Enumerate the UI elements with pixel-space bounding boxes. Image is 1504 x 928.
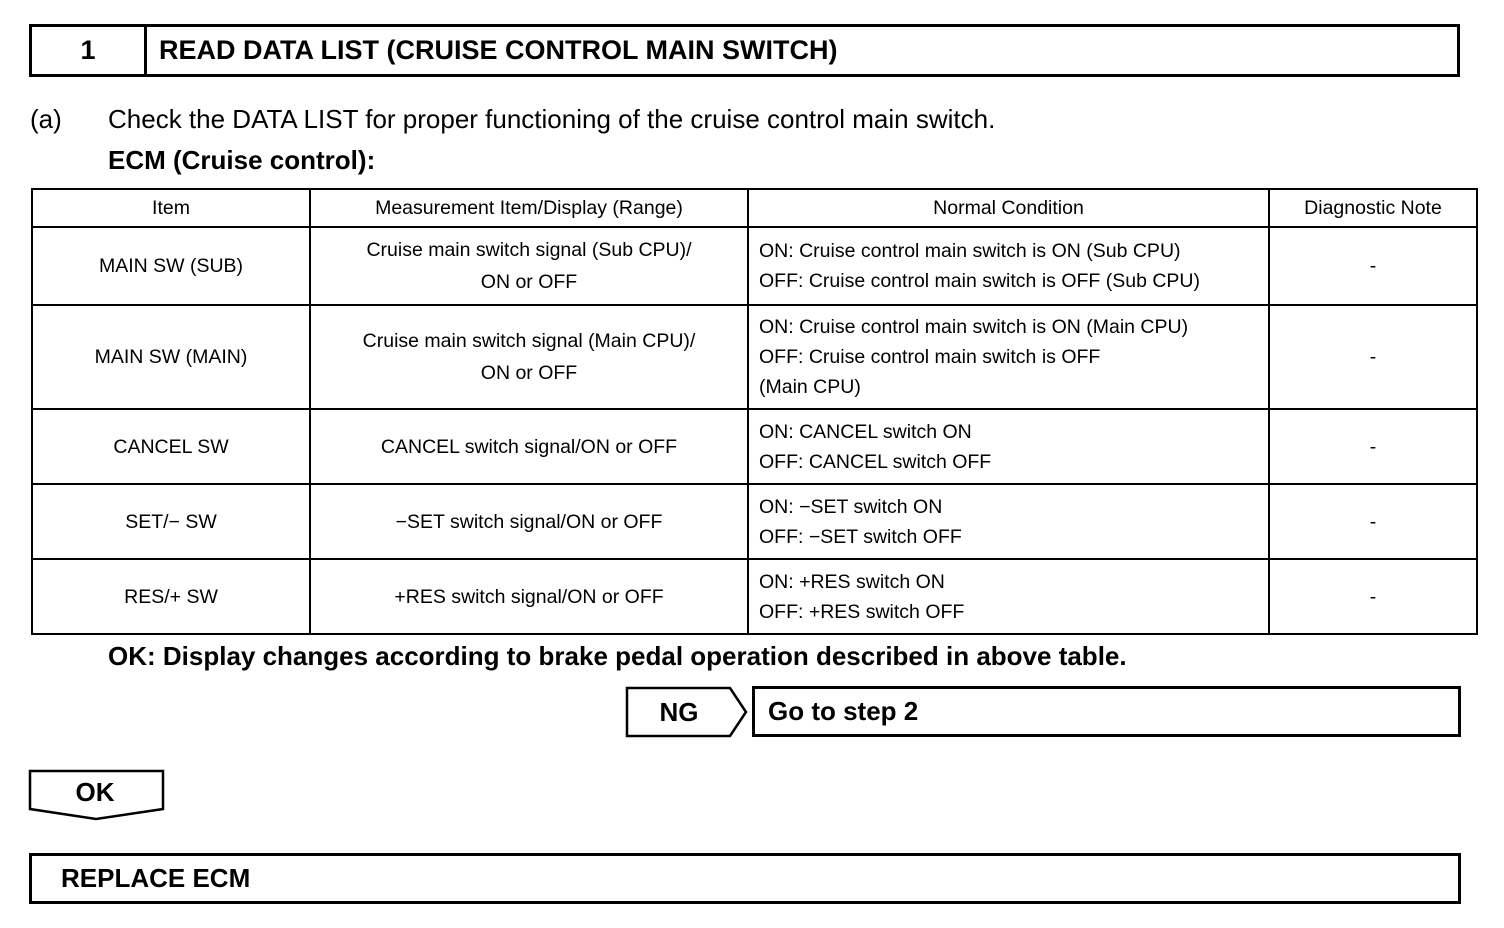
instruction-label: (a) <box>30 104 62 134</box>
cell-measurement <box>310 484 748 559</box>
cell-note: - <box>1269 305 1477 409</box>
table-row <box>32 305 1477 409</box>
header-measurement: Measurement Item/Display (Range) <box>310 189 748 227</box>
cell-normal-condition <box>748 484 1269 559</box>
normal-line: ON: +RES switch ON <box>759 570 945 593</box>
instruction-text: Check the DATA LIST for proper functioning of the cruise control main switch. <box>108 104 996 134</box>
cell-note: - <box>1269 559 1477 634</box>
cell-note: - <box>1269 409 1477 484</box>
cell-note: - <box>1269 484 1477 559</box>
normal-line: OFF: Cruise control main switch is OFF <box>759 346 1101 368</box>
ok-condition-text: OK: Display changes according to brake pedal operation described in above table. <box>108 641 1127 671</box>
header-diagnostic-note: Diagnostic Note <box>1269 189 1477 227</box>
cell-item: MAIN SW (MAIN) <box>32 305 310 409</box>
measurement-line: Cruise main switch signal (Sub CPU)/ <box>366 239 692 261</box>
normal-line: ON: Cruise control main switch is ON (Main CPU) <box>759 316 1189 338</box>
measurement-line: −SET switch signal/ON or OFF <box>395 510 663 533</box>
header-item: Item <box>32 189 310 227</box>
cell-measurement <box>310 559 748 634</box>
ng-label: NG <box>659 696 699 727</box>
cell-item: SET/− SW <box>32 484 310 559</box>
ok-label: OK <box>75 776 115 807</box>
normal-line: OFF: Cruise control main switch is OFF (Sub CPU) <box>759 270 1200 292</box>
cell-measurement <box>310 227 748 305</box>
normal-line: OFF: −SET switch OFF <box>759 525 962 548</box>
step-header <box>29 24 1460 77</box>
table-row <box>32 227 1477 305</box>
normal-line: (Main CPU) <box>759 376 861 398</box>
cell-normal-condition <box>748 227 1269 305</box>
measurement-line: ON or OFF <box>480 271 578 293</box>
cell-normal-condition <box>748 559 1269 634</box>
header-normal-condition: Normal Condition <box>748 189 1269 227</box>
measurement-line: Cruise main switch signal (Main CPU)/ <box>362 330 696 352</box>
cell-measurement <box>310 409 748 484</box>
cell-normal-condition <box>748 305 1269 409</box>
ng-action-box: Go to step 2 <box>752 686 1461 737</box>
table-header-row <box>32 189 1477 227</box>
normal-line: ON: Cruise control main switch is ON (Sub CPU) <box>759 240 1181 262</box>
table-row <box>32 484 1477 559</box>
cell-normal-condition <box>748 409 1269 484</box>
normal-line: ON: CANCEL switch ON <box>759 420 972 443</box>
table-row <box>32 559 1477 634</box>
step-number: 1 <box>32 27 147 74</box>
cell-note: - <box>1269 227 1477 305</box>
final-action-box: REPLACE ECM <box>29 853 1461 904</box>
measurement-line: +RES switch signal/ON or OFF <box>394 585 664 608</box>
measurement-line: ON or OFF <box>480 362 578 384</box>
cell-item: RES/+ SW <box>32 559 310 634</box>
normal-line: OFF: CANCEL switch OFF <box>759 450 992 473</box>
table-row <box>32 409 1477 484</box>
cell-item: MAIN SW (SUB) <box>32 227 310 305</box>
normal-line: OFF: +RES switch OFF <box>759 600 965 623</box>
table-subheading: ECM (Cruise control): <box>108 145 376 175</box>
measurement-line: CANCEL switch signal/ON or OFF <box>380 435 678 458</box>
cell-item: CANCEL SW <box>32 409 310 484</box>
cell-measurement <box>310 305 748 409</box>
data-list-table <box>31 188 1478 635</box>
normal-line: ON: −SET switch ON <box>759 495 943 518</box>
step-title: READ DATA LIST (CRUISE CONTROL MAIN SWITCH) <box>159 35 838 65</box>
